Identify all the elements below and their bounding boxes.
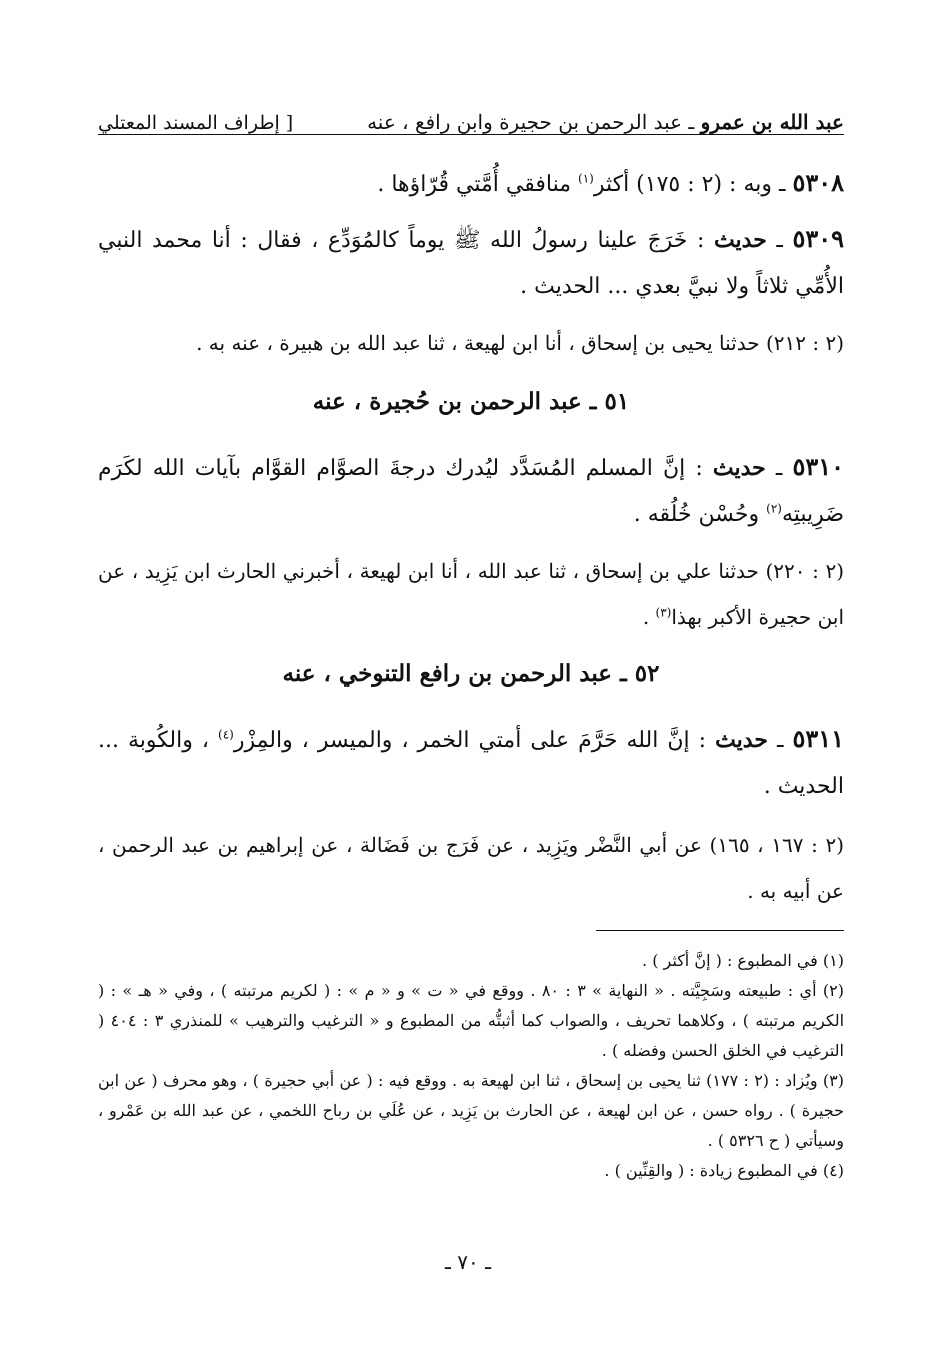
- header-book-title: [ إطراف المسند المعتلي: [98, 112, 294, 134]
- header-title-bold: عبد الله بن عمرو: [700, 110, 844, 134]
- footnote-1: (١) في المطبوع : ( إنَّ أكثر ) .: [642, 951, 844, 970]
- running-header: [98, 98, 844, 135]
- source-text: .: [642, 605, 656, 629]
- page-number: ـ ٧٠ ـ: [445, 1250, 491, 1274]
- hadith-number: ٥٣٠٨: [792, 168, 844, 197]
- hadith-5309-source: (٢ : ٢١٢) حدثنا يحيى بن إسحاق ، أنا ابن لهيعة ، ثنا عبد الله بن هبيرة ، عنه به .: [196, 331, 844, 355]
- source-text: (٢ : ٢٢٠) حدثنا علي بن إسحاق ، ثنا عبد الله ، أنا ابن لهيعة ، أخبرني الحارث ابن يَزِيد ، عن ابن حجيرة الأكبر بهذا: [98, 559, 845, 629]
- footnote-3: (٣) ويُزاد : (٢ : ١٧٧) ثنا يحيى بن إسحاق ، ثنا ابن لهيعة به . ووقع فيه : ( عن أبي حجيرة ) ، وهو محرف ( عن ابن حجيرة ) . رواه حسن ، عن ابن لهيعة ، عن الحارث بن يَزِيد ، عن عُلَي بن رباح اللخمي ، عن عبد الله بن عَمْرو ، وسيأتي ( ح ٥٣٢٦ ) .: [98, 1071, 845, 1150]
- hadith-text: ـ وبه : (٢ : ١٧٥) أكثر: [593, 172, 786, 197]
- hadith-keyword: حديث: [713, 227, 767, 253]
- hadith-number: ٥٣٠٩: [792, 224, 844, 253]
- footnote-ref: (٣): [655, 605, 672, 620]
- hadith-text: وحُسْن خُلُقه .: [633, 502, 767, 527]
- hadith-text: : خَرَجَ علينا رسولُ الله ﷺ يوماً كالمُوَدِّع ، فقال : أنا محمد النبي الأُمِّي ثلاثاً ولا نبيَّ بعدي ... الحديث .: [98, 228, 844, 299]
- hadith-5310: ٥٣١٠ ـ حديث : إنَّ المسلم المُسَدَّد ليُدرك درجةَ الصوَّام القوَّام بآيات الله لكَرَم ضَرِيبتِه$^{(٢)}$ وحُسْن خُلُقه .: [98, 452, 844, 527]
- footnote-ref: (١): [578, 171, 594, 186]
- footnote-ref: (٤): [218, 727, 234, 742]
- hadith-text: ، والكُوبة ... الحديث .: [98, 728, 844, 799]
- footnote-4: (٤) في المطبوع زيادة : ( والقِنِّين ) .: [604, 1161, 844, 1180]
- section-heading-52: ٥٢ ـ عبد الرحمن بن رافع التنوخي ، عنه: [282, 660, 660, 687]
- hadith-5308: [98, 160, 844, 208]
- hadith-5310-source: [98, 548, 844, 640]
- hadith-number: ٥٣١١: [792, 724, 844, 753]
- hadith-number: ٥٣١٠: [792, 452, 844, 481]
- footnote-separator: [596, 930, 844, 931]
- header-title-rest: ـ عبد الرحمن بن حجيرة وابن رافع ، عنه: [367, 110, 695, 134]
- hadith-text: : إنَّ الله حَرَّمَ على أمتي الخمر ، والميسر ، والمِزْر: [233, 728, 707, 753]
- footnote-2: (٢) أي : طبيعته وسَجِيَّته . « النهاية » ٣ : ٨٠ . ووقع في « ت » و « م » : ( لكريم مرتبته ) ، وفي « هـ » : ( الكريم مرتبته ) ، وكلاهما تحريف ، والصواب كما أثبتُّه من المطبوع و « الترغيب والترهيب » للمنذري ٣ : ٤٠٤ ( الترغيب في الخلق الحسن وفضله ) .: [98, 981, 845, 1060]
- hadith-5309: ٥٣٠٩ ـ حديث : خَرَجَ علينا رسولُ الله ﷺ يوماً كالمُوَدِّع ، فقال : أنا محمد النبي الأُمِّي ثلاثاً ولا نبيَّ بعدي ... الحديث .: [98, 224, 844, 299]
- hadith-keyword: حديث: [715, 727, 768, 753]
- hadith-keyword: حديث: [712, 455, 766, 481]
- hadith-5311-source: (٢ : ١٦٧ ، ١٦٥) عن أبي النَّضْر ويَزِيد ، عن فَرَج بن فَضَالة ، عن إبراهيم بن عبد الرحمن ، عن أبيه به .: [98, 833, 844, 903]
- footnotes: [98, 946, 844, 1186]
- hadith-5311: ٥٣١١ ـ حديث : إنَّ الله حَرَّمَ على أمتي الخمر ، والميسر ، والمِزْر$^{(٤)}$ ، والكُوبة ... الحديث .: [98, 724, 844, 799]
- hadith-text: منافقي أُمَّتي قُرّاؤها .: [377, 172, 578, 197]
- header-title: [367, 110, 844, 134]
- section-heading-51: ٥١ ـ عبد الرحمن بن حُجيرة ، عنه: [312, 388, 630, 415]
- footnote-ref: (٢): [766, 501, 782, 516]
- hadith-text: : إنَّ المسلم المُسَدَّد ليُدرك درجةَ الصوَّام القوَّام بآيات الله لكَرَم ضَرِيبتِه: [98, 456, 844, 527]
